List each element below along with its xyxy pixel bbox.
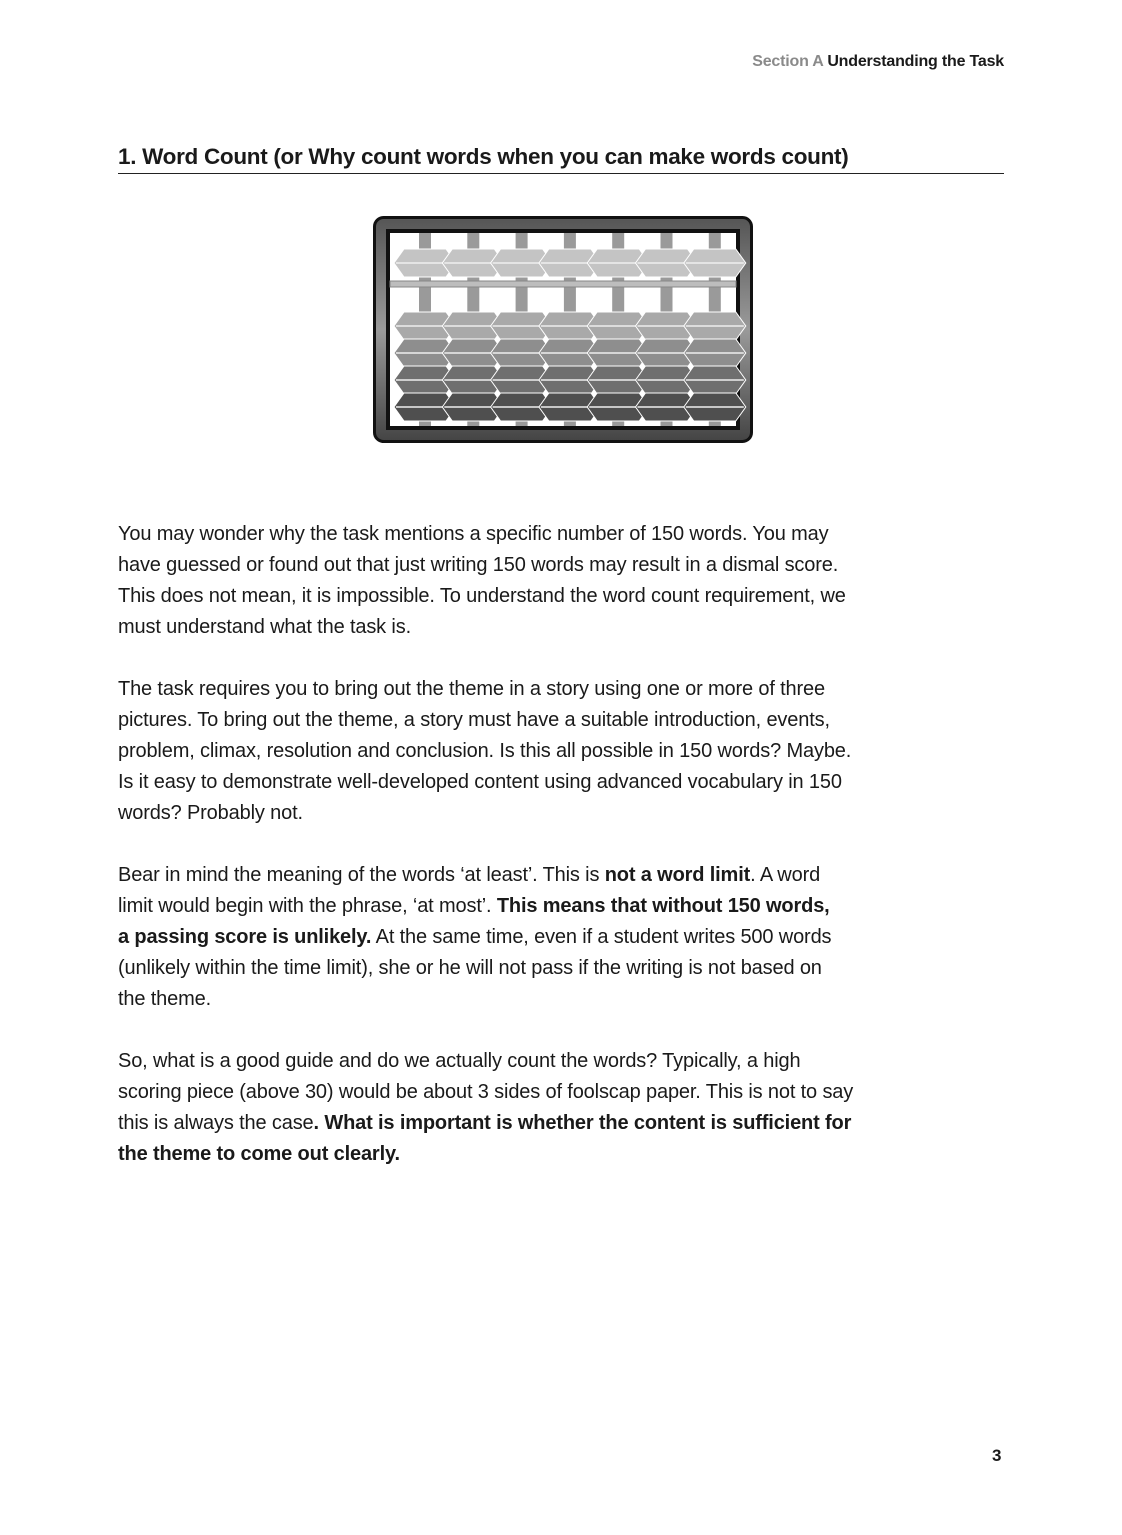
text-run: Bear in mind the meaning of the words ‘at least’. This is (118, 864, 605, 886)
bold-text: the theme to come out clearly. (118, 1143, 400, 1165)
text-line (118, 953, 1018, 984)
abacus-beam (390, 281, 736, 287)
text-line (118, 705, 1018, 736)
text-line (118, 1077, 1018, 1108)
running-header-section: Section A (752, 53, 824, 70)
text-line (118, 860, 1018, 891)
text-line (118, 736, 1018, 767)
paragraph (118, 1046, 1018, 1170)
text-line (118, 922, 1018, 953)
text-run: this is always the case (118, 1112, 314, 1134)
paragraph (118, 674, 1018, 829)
text-line (118, 1046, 1018, 1077)
text-line (118, 798, 1018, 829)
text-run: the theme. (118, 988, 212, 1010)
page-number: 3 (992, 1446, 1002, 1465)
text-run: . A word (750, 864, 821, 886)
text-run: problem, climax, resolution and conclusion. Is this all possible in 150 words? Maybe. (118, 740, 852, 762)
text-run: have guessed or found out that just writing 150 words may result in a dismal score. (118, 554, 839, 576)
bold-text: . What is important is whether the content is sufficient for (313, 1112, 852, 1134)
text-line (118, 891, 1018, 922)
bold-text: a passing score is unlikely. (118, 926, 372, 948)
text-run: must understand what the task is. (118, 616, 411, 638)
text-run: (unlikely within the time limit), she or he will not pass if the writing is not based on (118, 957, 822, 979)
text-line (118, 612, 1018, 643)
text-line (118, 581, 1018, 612)
text-run: At the same time, even if a student writes 500 words (371, 926, 832, 948)
text-line (118, 984, 1018, 1015)
text-line (118, 550, 1018, 581)
text-line (118, 1108, 1018, 1139)
bold-text: This means that without 150 words, (496, 895, 830, 917)
paragraph (118, 519, 1018, 643)
abacus-icon (373, 216, 753, 443)
text-line (118, 767, 1018, 798)
text-line (118, 674, 1018, 705)
text-run: The task requires you to bring out the theme in a story using one or more of three (118, 678, 825, 700)
text-run: So, what is a good guide and do we actually count the words? Typically, a high (118, 1050, 801, 1072)
text-run: Is it easy to demonstrate well-developed content using advanced vocabulary in 150 (118, 771, 842, 793)
section-heading: 1. Word Count (or Why count words when you can make words count) (118, 144, 1004, 174)
text-run: This does not mean, it is impossible. To understand the word count requirement, we (118, 585, 846, 607)
text-line (118, 1139, 1018, 1170)
running-header-title: Understanding the Task (827, 53, 1004, 70)
text-run: pictures. To bring out the theme, a story must have a suitable introduction, events, (118, 709, 830, 731)
text-run: scoring piece (above 30) would be about 3 sides of foolscap paper. This is not to say (118, 1081, 854, 1103)
text-run: words? Probably not. (118, 802, 303, 824)
text-run: You may wonder why the task mentions a specific number of 150 words. You may (118, 523, 829, 545)
running-header (752, 53, 1004, 71)
text-run: limit would begin with the phrase, ‘at most’. (118, 895, 497, 917)
body-text (118, 519, 1018, 1201)
paragraph (118, 860, 1018, 1015)
text-line (118, 519, 1018, 550)
bold-text: not a word limit (604, 864, 751, 886)
